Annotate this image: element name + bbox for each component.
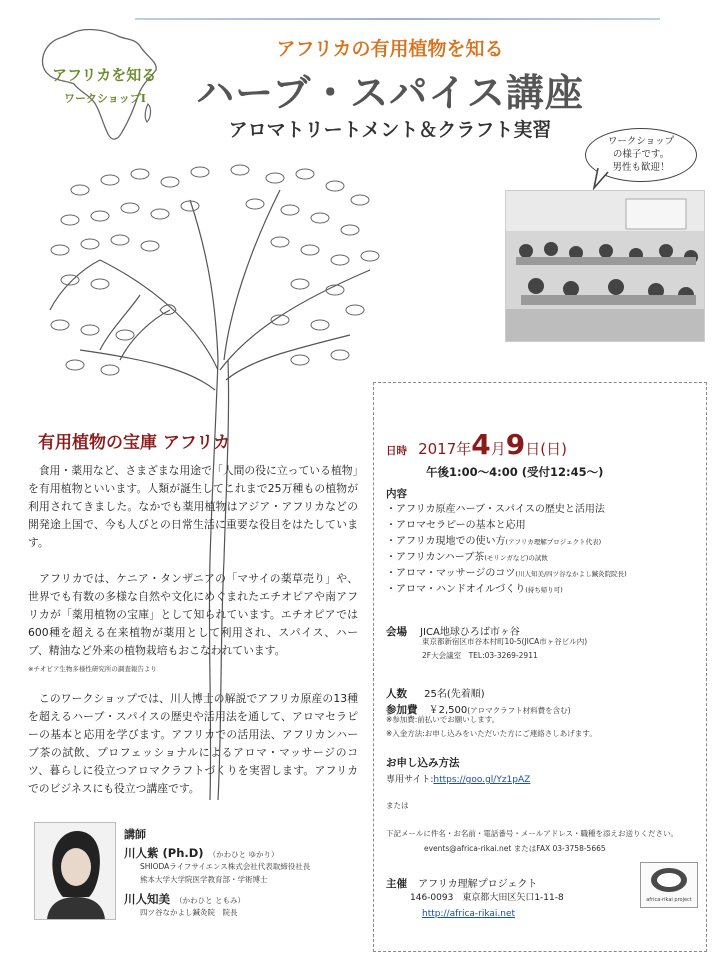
header-rule [135, 18, 660, 20]
article-paragraph: 食用・薬用など、さまざまな用途で「人間の役に立っている植物」を有用植物といいます。人類が誕生してこれまで25万種もの植物が利用されてきました。なかでも薬用植物はアジア・アフリカなどの開発途上国で、今も人びとの日常生活に重要な役目をはたしています。 [28, 464, 358, 549]
capacity-label: 人数 [386, 688, 407, 700]
apply-label: お申し込み方法 [386, 757, 460, 769]
contact-info: events@africa-rikai.net またはFAX 03-3758-5665 [424, 844, 606, 853]
content-list [386, 502, 627, 598]
lecturer-name: 川人紫 (Ph.D) [124, 846, 204, 860]
date-year: 2017年 [418, 440, 472, 458]
venue-label: 会場 [386, 626, 407, 638]
article-paragraph: このワークショップでは、川人博士の解説でアフリカ原産の13種を超えるハーブ・スパイスの歴史や活用法を通して、アロマセラピーの基本と応用を学びます。アフリカでの活用法、アフリカンハーブ茶の試飲、プロフェッショナルによるアロマ・マッサージのコツ、暮らしに役立つアロマクラフトづくりを実習します。アフリカでのビジネスにも役立つ講座です。 [28, 692, 358, 795]
lecturer-affiliation: 四ツ谷なかよし鍼灸院 院長 [140, 908, 238, 917]
content-label: 内容 [386, 488, 407, 500]
article-footnote: ※チオピア生物多様性研究所の調査報告より [28, 665, 157, 673]
workshop-series-title: アフリカを知る [52, 66, 157, 84]
section-heading: 有用植物の宝庫 アフリカ [38, 433, 231, 453]
fee-note: (アロマクラフト材料費を含む) [467, 706, 571, 715]
or-text: または [386, 801, 409, 810]
fee-label: 参加費 [386, 704, 418, 716]
mail-instructions: 下記メールに件名・お名前・電話番号・メールアドレス・職種を添えお送りください。 [386, 829, 678, 838]
date-weekday: (日) [540, 440, 567, 458]
content-item: ・アフリカンハーブ茶(モリンガなど)の試飲 [386, 552, 548, 563]
bubble-line: 男性も歓迎！ [612, 162, 670, 173]
lecturer-kana: （かわひと ともみ） [175, 896, 245, 905]
workshop-series-number: ワークショップⅠ [64, 92, 146, 105]
fee-value: ￥2,500 [428, 705, 468, 716]
organizer [386, 872, 537, 891]
organizer-label: 主催 [386, 878, 407, 890]
venue-name: JICA地球ひろば市ヶ谷 [420, 627, 520, 638]
venue-address: 東京都新宿区市谷本村町10-5(JICA市ヶ谷ビル内) [422, 637, 588, 646]
kicker-title: アフリカの有用植物を知る [276, 38, 504, 60]
page-title: ハーブ・スパイス講座 [196, 70, 584, 115]
article-paragraph: アフリカでは、ケニア・タンザニアの「マサイの薬草売り」や、世界でも有数の多様な自然や文化にめぐまれたエチオピアや南アフリカが「薬用植物の宝庫」として知られています。エチオピアでは600種を超える在来植物が薬用として利用され、スパイス、ハーブ、精油など外来の植物栽培もおこなわれています。 [28, 572, 358, 657]
date-month: 4 [471, 428, 491, 461]
bubble-line: の様子です。 [612, 149, 670, 160]
date-day-unit: 日 [525, 440, 541, 458]
lecturer-affiliation: SHIODAライフサイエンス株式会社代表取締役社長 [140, 862, 311, 871]
organizer-address: 146-0093 東京都大田区矢口1-11-8 [410, 893, 564, 903]
date-label: 日時 [386, 445, 407, 457]
capacity-value: 25名(先着順) [424, 689, 485, 700]
date-day: 9 [505, 428, 526, 461]
organizer-logo [640, 862, 698, 908]
page-subtitle: アロマトリートメント＆クラフト実習 [228, 119, 552, 141]
logo-text: africa-rikai project [646, 897, 692, 903]
bubble-line: ワークショップ [607, 136, 675, 147]
lecturer-heading: 講師 [124, 828, 146, 841]
apply-link[interactable]: https://goo.gl/Yz1pAZ [433, 775, 531, 785]
venue-room: 2F大会議室 TEL:03-3269-2911 [422, 651, 538, 660]
lecturer-1 [124, 842, 279, 861]
content-item: ・アフリカ原産ハーブ・スパイスの歴史と活用法 [386, 504, 605, 515]
lecturer-2 [124, 888, 245, 907]
apply-site [386, 772, 530, 785]
content-item: ・アロマ・ハンドオイルづくり(持ち帰り可) [386, 584, 563, 595]
lecturer-affiliation: 熊本大学大学院医学教育部・学術博士 [140, 875, 268, 884]
event-time: 午後1:00〜4:00 (受付12:45〜) [426, 465, 604, 479]
fee-note-1: ※参加費:前払いでお願いします。 [386, 715, 500, 724]
content-item: ・アフリカ現地での使い方(アフリカ理解プロジェクト代表) [386, 536, 602, 547]
content-item: ・アロマ・マッサージのコツ(川人知美/四ツ谷なかよし鍼灸院院長) [386, 568, 627, 579]
date-month-unit: 月 [490, 440, 506, 458]
lecturer-name: 川人知美 [124, 892, 170, 906]
event-date [386, 428, 567, 461]
organizer-website-link[interactable]: http://africa-rikai.net [422, 909, 516, 919]
lecturer-portrait [34, 822, 116, 920]
fee-note-2: ※入金方法:お申し込みをいただいた方にご連絡さしあげます。 [386, 729, 597, 738]
workshop-photo [505, 190, 705, 342]
content-item: ・アロマセラピーの基本と応用 [386, 520, 526, 531]
organizer-name: アフリカ理解プロジェクト [418, 879, 538, 890]
bubble-tail [592, 168, 612, 190]
apply-site-label: 専用サイト: [386, 775, 434, 785]
lecturer-kana: （かわひと ゆかり） [208, 850, 279, 859]
